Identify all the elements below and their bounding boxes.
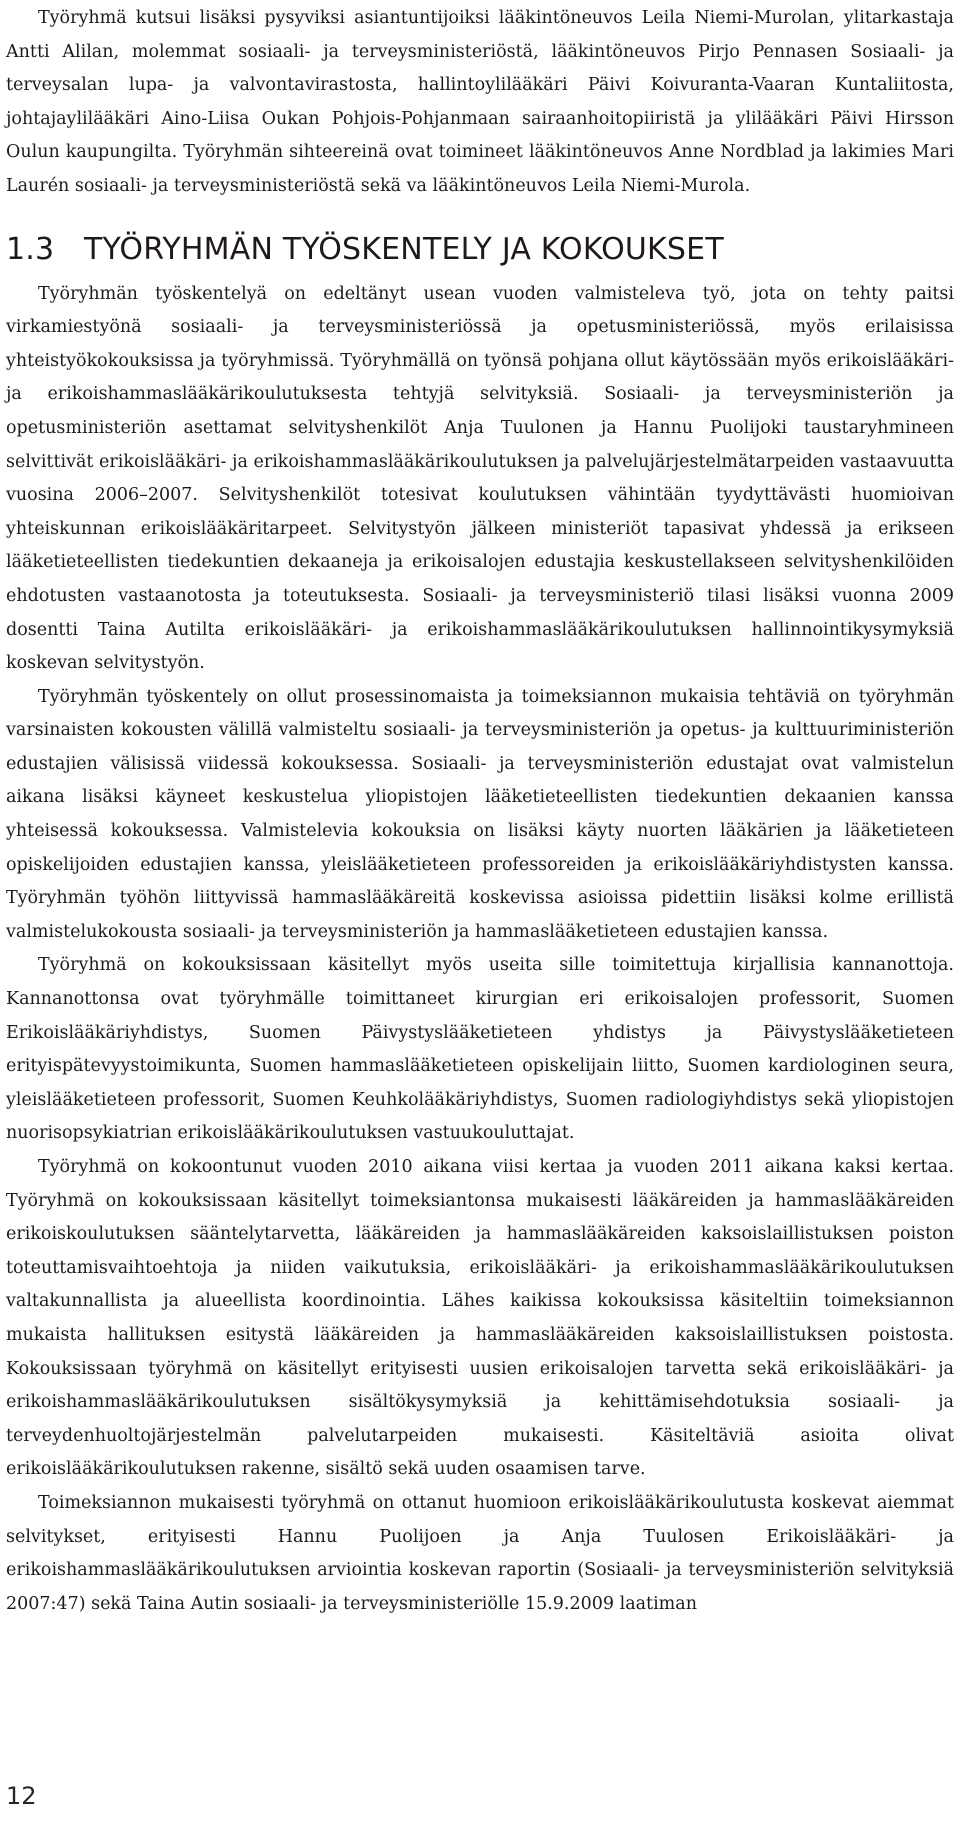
body-paragraph-2: Työryhmän työskentely on ollut prosessinomaista ja toimeksiannon mukaisia tehtäviä on työryhmän varsinaisten kokousten välillä valmisteltu sosiaali- ja terveysministeriön ja opetus- ja kulttuuriministeriön edustajien välisissä viidessä kokouksessa. Sosiaali- ja terveysministeriön edustajat ovat valmistelun aikana lisäksi käyneet keskustelua yliopistojen lääketieteellisten tiedekuntien dekaanien kanssa yhteisessä kokouksessa. Valmistelevia kokouksia on lisäksi käyty nuorten lääkärien ja lääketieteen opiskelijoiden edustajien kanssa, yleislääketieteen professoreiden ja erikoislääkäriyhdistysten kanssa. Työryhmän työhön liittyvissä hammaslääkäreitä koskevissa asioissa pidettiin lisäksi kolme erillistä valmistelukokousta sosiaali- ja terveysministeriön ja hammaslääketieteen edustajien kanssa.	[6, 686, 954, 942]
page-number: 12	[6, 1782, 37, 1810]
section-title: TYÖRYHMÄN TYÖSKENTELY JA KOKOUKSET	[84, 231, 724, 267]
body-paragraph-5: Toimeksiannon mukaisesti työryhmä on ottanut huomioon erikoislääkärikoulutusta koskevat aiemmat selvitykset, erityisesti Hannu Puolijoen ja Anja Tuulosen Erikoislääkäri- ja erikoishammaslääkärikoulutuksen arviointia koskevan raportin (Sosiaali- ja terveysministeriön selvityksiä 2007:47) sekä Taina Autin sosiaali- ja terveysministeriölle 15.9.2009 laatiman	[6, 1492, 954, 1614]
intro-paragraph: Työryhmä kutsui lisäksi pysyviksi asiantuntijoiksi lääkintöneuvos Leila Niemi-Murolan, ylitarkastaja Antti Alilan, molemmat sosiaali- ja terveysministeriöstä, lääkintöneuvos Pirjo Pennasen Sosiaali- ja terveysalan lupa- ja valvontavirastosta, hallintoylilääkäri Päivi Koivuranta-Vaaran Kuntaliitosta, johtajaylilääkäri Aino-Liisa Oukan Pohjois-Pohjanmaan sairaanhoitopiiristä ja ylilääkäri Päivi Hirsson Oulun kaupungilta. Työryhmän sihteereinä ovat toimineet lääkintöneuvos Anne Nordblad ja lakimies Mari Laurén sosiaali- ja terveysministeriöstä sekä va lääkintöneuvos Leila Niemi-Murola.	[6, 8, 954, 196]
section-heading	[6, 232, 954, 268]
section-number: 1.3	[6, 231, 55, 267]
body-paragraph-4: Työryhmä on kokoontunut vuoden 2010 aikana viisi kertaa ja vuoden 2011 aikana kaksi kertaa. Työryhmä on kokouksissaan käsitellyt toimeksiantonsa mukaisesti lääkäreiden ja hammaslääkäreiden erikoiskoulutuksen sääntelytarvetta, lääkäreiden ja hammaslääkäreiden kaksoislaillistuksen poiston toteuttamisvaihtoehtoja ja niiden vaikutuksia, erikoislääkäri- ja erikoishammaslääkärikoulutuksen valtakunnallista ja alueellista koordinointia. Lähes kaikissa kokouksissa käsiteltiin toimeksiannon mukaista hallituksen esitystä lääkäreiden ja hammaslääkäreiden kaksoislaillistuksen poistosta. Kokouksissaan työryhmä on käsitellyt erityisesti uusien erikoisalojen tarvetta sekä erikoislääkäri- ja erikoishammaslääkärikoulutuksen sisältökysymyksiä ja kehittämisehdotuksia sosiaali- ja terveydenhuoltojärjestelmän palvelutarpeiden mukaisesti. Käsiteltäviä asioita olivat erikoislääkärikoulutuksen rakenne, sisältö sekä uuden osaamisen tarve.	[6, 1157, 954, 1480]
body-paragraph-3: Työryhmä on kokouksissaan käsitellyt myös useita sille toimitettuja kirjallisia kannanottoja. Kannanottonsa ovat työryhmälle toimittaneet kirurgian eri erikoisalojen professorit, Suomen Erikoislääkäriyhdistys, Suomen Päivystyslääketieteen yhdistys ja Päivystyslääketieteen erityispätevyystoimikunta, Suomen hammaslääketieteen opiskelijain liitto, Suomen kardiologinen seura, yleislääketieteen professorit, Suomen Keuhkolääkäriyhdistys, Suomen radiologiyhdistys sekä yliopistojen nuorisopsykiatrian erikoislääkärikoulutuksen vastuukouluttajat.	[6, 955, 954, 1144]
page-body	[6, 2, 954, 1621]
body-paragraph-1: Työryhmän työskentelyä on edeltänyt usean vuoden valmisteleva työ, jota on tehty paitsi virkamiestyönä sosiaali- ja terveysministeriössä ja opetusministeriössä, myös erilaisissa yhteistyökokouksissa ja työryhmissä. Työryhmällä on työnsä pohjana ollut käytössään myös erikoislääkäri- ja erikoishammaslääkärikoulutuksesta tehtyjä selvityksiä. Sosiaali- ja terveysministeriön ja opetusministeriön asettamat selvityshenkilöt Anja Tuulonen ja Hannu Puolijoki taustaryhmineen selvittivät erikoislääkäri- ja erikoishammaslääkärikoulutuksen ja palvelujärjestelmätarpeiden vastaavuutta vuosina 2006–2007. Selvityshenkilöt totesivat koulutuksen vähintään tyydyttävästi huomioivan yhteiskunnan erikoislääkäritarpeet. Selvitystyön jälkeen ministeriöt tapasivat yhdessä ja erikseen lääketieteellisten tiedekuntien dekaaneja ja erikoisalojen edustajia keskustellakseen selvityshenkilöiden ehdotusten vastaanotosta ja toteutuksesta. Sosiaali- ja terveysministeriö tilasi lisäksi vuonna 2009 dosentti Taina Autilta erikoislääkäri- ja erikoishammaslääkärikoulutuksen hallinnointikysymyksiä koskevan selvitystyön.	[6, 283, 954, 674]
